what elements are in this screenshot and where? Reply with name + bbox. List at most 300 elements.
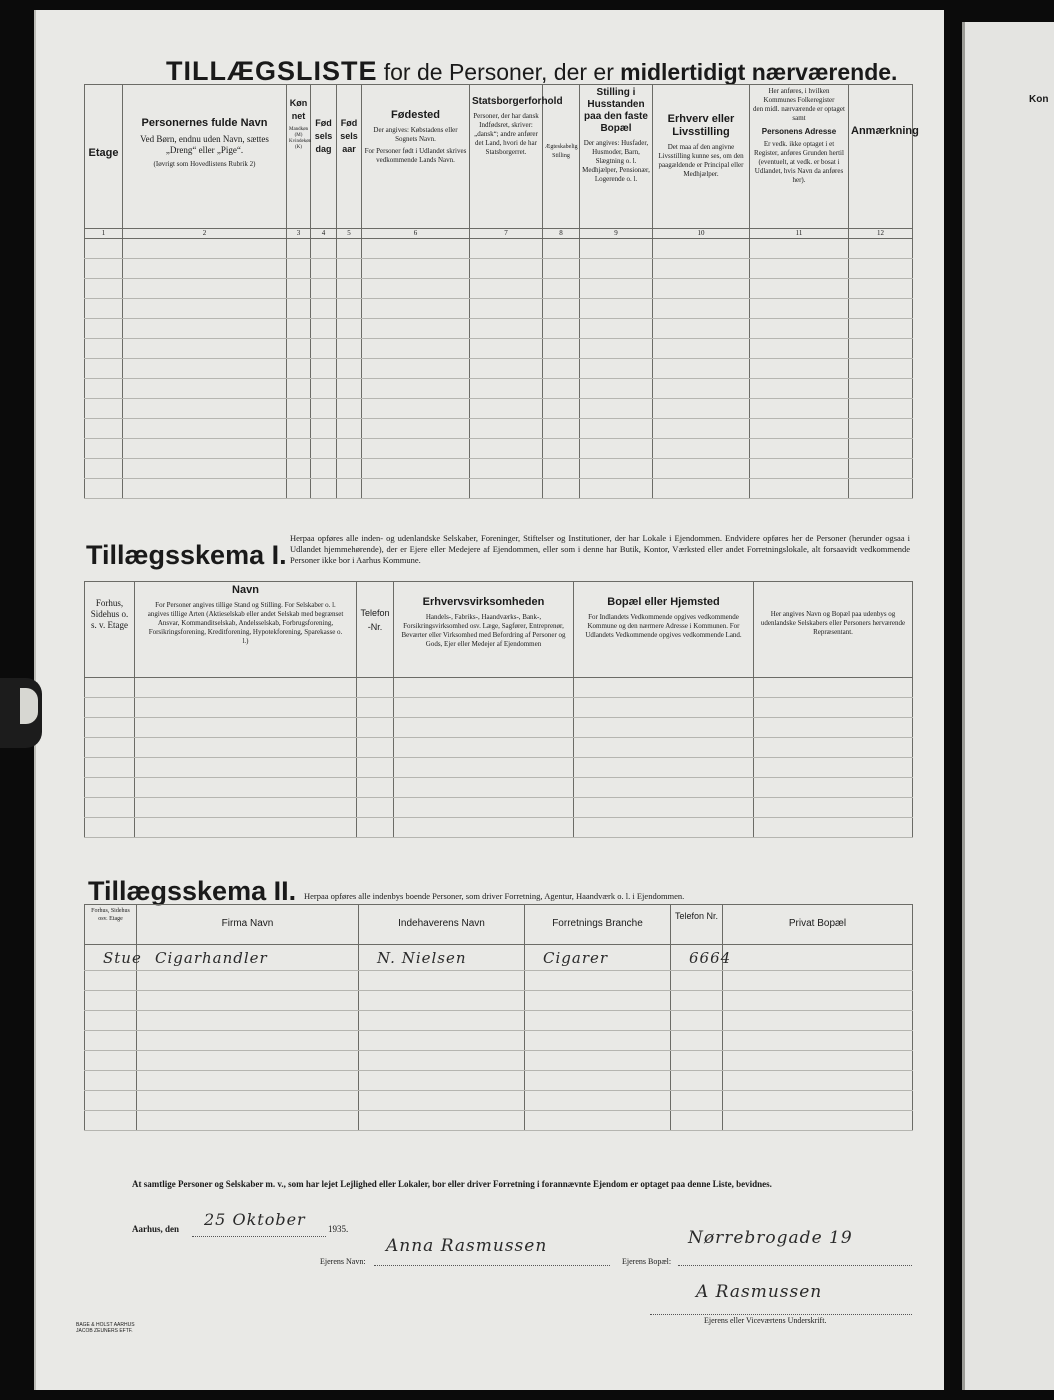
- s1-row-cell: [394, 698, 574, 718]
- s2-row-cell: [137, 1091, 359, 1111]
- s1-name-title: Navn: [232, 584, 259, 596]
- t1-row-cell: [337, 399, 362, 419]
- t1-row: [85, 299, 913, 319]
- s2-row-cell: [723, 1031, 913, 1051]
- s2-branche-handwritten: Cigarer: [543, 949, 609, 967]
- t1-row-cell: [750, 439, 849, 459]
- s1-row-cell: [574, 778, 754, 798]
- t1-row-cell: [543, 379, 580, 399]
- t1-row-cell: [85, 299, 123, 319]
- t1-row-cell: [337, 299, 362, 319]
- t1-row-cell: [849, 319, 913, 339]
- s1-row: [85, 718, 913, 738]
- s2-row: [85, 1011, 913, 1031]
- t1-row-cell: [362, 459, 470, 479]
- t1-row-cell: [470, 259, 543, 279]
- s2-owner-title: Indehaverens Navn: [398, 918, 485, 929]
- t1-occupation-sub: Det maa af den angivne Livsstilling kunne ses, om den paagældende er Principal eller Medhjælper.: [658, 143, 744, 178]
- s1-row-cell: [135, 738, 357, 758]
- adjacent-page: [962, 22, 1054, 1390]
- t1-row-cell: [123, 279, 287, 299]
- t1-row-cell: [543, 359, 580, 379]
- s1-row-cell: [754, 698, 913, 718]
- t1-row: [85, 399, 913, 419]
- s2-row-cell: [137, 991, 359, 1011]
- s2-col-etage: [85, 905, 137, 945]
- s1-row-cell: [754, 818, 913, 838]
- t1-row-cell: [750, 319, 849, 339]
- t1-row-cell: [337, 259, 362, 279]
- page-title: [166, 56, 897, 87]
- t1-remarks-title: Anmærkning: [851, 125, 919, 137]
- s2-bopael-handwritten: [723, 945, 912, 949]
- t1-row-cell: [580, 379, 653, 399]
- s2-firm-title: Firma Navn: [221, 918, 274, 929]
- t1-row-cell: [287, 239, 311, 259]
- s1-row-cell: [357, 678, 394, 698]
- t1-row-cell: [849, 419, 913, 439]
- t1-row-cell: [85, 339, 123, 359]
- s1-row-cell: [357, 778, 394, 798]
- s1-row-cell: [394, 738, 574, 758]
- t1-row-cell: [653, 319, 750, 339]
- s1-row: [85, 758, 913, 778]
- t1-row-cell: [287, 439, 311, 459]
- t1-birthplace-title: Fødested: [391, 109, 440, 121]
- t1-row-cell: [653, 419, 750, 439]
- skema1-title: Tillægsskema I.: [86, 540, 287, 570]
- t1-row: [85, 239, 913, 259]
- t1-row-cell: [543, 319, 580, 339]
- t1-row-cell: [470, 339, 543, 359]
- t1-row-cell: [653, 379, 750, 399]
- t1-row-cell: [470, 239, 543, 259]
- title-main: TILLÆGSLISTE: [166, 56, 378, 86]
- s1-etage-title: Forhus, Sidehus o. s. v. Etage: [90, 598, 129, 630]
- t1-row-cell: [470, 399, 543, 419]
- t1-row-cell: [750, 479, 849, 499]
- owner-address-handwritten: Nørrebrogade 19: [688, 1228, 853, 1248]
- s2-telefon-handwritten: 6664: [689, 949, 732, 967]
- t1-row-cell: [543, 259, 580, 279]
- s1-row-cell: [754, 758, 913, 778]
- t1-row-cell: [85, 259, 123, 279]
- s1-row-cell: [357, 758, 394, 778]
- t1-row-cell: [362, 359, 470, 379]
- t1-row-cell: [653, 459, 750, 479]
- s1-name-sub: For Personer angives tillige Stand og Stilling. For Selskaber o. l. angives tillige Arten (Aktieselskab eller andet Selskab med begrænset Ansvar, Kommanditselskab, Andelsselskab, Forbrugsforening, Forsikringsforening, Kreditforening, Hypotekforening, Sparekasse o. l.): [147, 601, 344, 645]
- t1-name-title: Personernes fulde Navn: [141, 117, 268, 129]
- s2-col-branch: [525, 905, 671, 945]
- t1-row-cell: [123, 359, 287, 379]
- t1-register-sub: den midl. nærværende er optaget samt: [753, 105, 845, 122]
- t1-row-cell: [849, 439, 913, 459]
- t1-row-cell: [653, 259, 750, 279]
- t1-row-cell: [849, 479, 913, 499]
- t1-row-cell: [580, 319, 653, 339]
- owner-name-line: [374, 1255, 610, 1266]
- s1-row-cell: [394, 818, 574, 838]
- s1-row-cell: [754, 678, 913, 698]
- s1-row-cell: [135, 718, 357, 738]
- skema1-header-row: [85, 582, 913, 678]
- t1-row-cell: [543, 399, 580, 419]
- t1-row-cell: [653, 479, 750, 499]
- s1-row-cell: [574, 698, 754, 718]
- s2-row: [85, 1051, 913, 1071]
- table1-body: [85, 239, 913, 499]
- s2-row-cell: [85, 971, 137, 991]
- t1-col-household: [580, 85, 653, 229]
- t1-row: [85, 479, 913, 499]
- s1-row-cell: [135, 678, 357, 698]
- t1-row-cell: [311, 259, 337, 279]
- t1-row-cell: [287, 379, 311, 399]
- s1-col-etage: [85, 582, 135, 678]
- s1-row-cell: [574, 678, 754, 698]
- s2-col-owner: [359, 905, 525, 945]
- t1-row-cell: [543, 419, 580, 439]
- t1-num-11: 11: [750, 229, 849, 239]
- t1-row-cell: [653, 299, 750, 319]
- s1-row: [85, 818, 913, 838]
- s1-row-cell: [85, 678, 135, 698]
- s2-etage-title: Forhus, Sidehus osv. Etage: [91, 908, 130, 922]
- t1-row-cell: [287, 339, 311, 359]
- t1-row-cell: [123, 459, 287, 479]
- t1-row-cell: [580, 299, 653, 319]
- s1-col-residence: [574, 582, 754, 678]
- t1-name-sub2: (Iøvrigt som Hovedlistens Rubrik 2): [153, 160, 256, 168]
- t1-row-cell: [580, 459, 653, 479]
- s1-row: [85, 778, 913, 798]
- s2-col-private: [723, 905, 913, 945]
- t1-row-cell: [123, 239, 287, 259]
- t1-num-9: 9: [580, 229, 653, 239]
- t1-row-cell: [750, 259, 849, 279]
- s2-row-cell: [525, 1091, 671, 1111]
- s2-row-cell: [723, 991, 913, 1011]
- signature-line: [650, 1308, 912, 1315]
- t1-row-cell: [470, 419, 543, 439]
- t1-occupation-title: Erhverv eller Livsstilling: [667, 113, 735, 138]
- s1-row-cell: [357, 698, 394, 718]
- s2-etage-handwritten: Stue: [103, 949, 142, 967]
- t1-row: [85, 259, 913, 279]
- t1-row-cell: [580, 399, 653, 419]
- s1-row-cell: [574, 738, 754, 758]
- s2-row-cell: [137, 1011, 359, 1031]
- t1-row-cell: [750, 379, 849, 399]
- t1-row-cell: [362, 259, 470, 279]
- t1-row-cell: [849, 279, 913, 299]
- s2-cell-firma: [137, 945, 359, 971]
- s1-row-cell: [85, 758, 135, 778]
- s1-row-cell: [394, 718, 574, 738]
- t1-row-cell: [85, 439, 123, 459]
- s2-row-cell: [137, 1051, 359, 1071]
- t1-row-cell: [287, 419, 311, 439]
- t1-row-cell: [580, 259, 653, 279]
- s2-row-cell: [671, 991, 723, 1011]
- owner-address-line: [678, 1255, 912, 1266]
- s1-row-cell: [135, 778, 357, 798]
- s1-row-cell: [574, 798, 754, 818]
- s1-residence-sub: For Indlandets Vedkommende opgives vedkommende Kommune og den nærmere Adresse i Kommunen. For Udlandets Vedkommende opgives vedkommende Land.: [585, 613, 742, 639]
- t1-gender-sub: Mandkøn (M) Kvindekøn (K): [289, 127, 312, 150]
- t1-row-cell: [543, 459, 580, 479]
- t1-col-remarks: [849, 85, 919, 229]
- t1-row-cell: [362, 279, 470, 299]
- s2-row-cell: [359, 1011, 525, 1031]
- t1-row-cell: [849, 239, 913, 259]
- t1-row-cell: [750, 299, 849, 319]
- t1-num-3: 3: [287, 229, 311, 239]
- s2-row-cell: [85, 1031, 137, 1051]
- t1-household-sub: Der angives: Husfader, Husmoder, Barn, Slægtning o. l. Medhjælper, Pensionær, Logerende o. l.: [582, 139, 650, 183]
- t1-row-cell: [85, 419, 123, 439]
- s2-row: [85, 1071, 913, 1091]
- s1-row-cell: [754, 738, 913, 758]
- s1-row-cell: [394, 678, 574, 698]
- t1-row-cell: [470, 459, 543, 479]
- t1-row-cell: [580, 419, 653, 439]
- s2-row-cell: [359, 1091, 525, 1111]
- s2-row: [85, 1031, 913, 1051]
- t1-row-cell: [750, 359, 849, 379]
- t1-row-cell: [311, 379, 337, 399]
- t1-row-cell: [85, 279, 123, 299]
- t1-col-birthyear: [337, 85, 362, 229]
- s1-row-cell: [135, 698, 357, 718]
- title-middle: for de Personer, der er: [383, 59, 614, 85]
- t1-row-cell: [123, 319, 287, 339]
- s1-representative-sub: Her angives Navn og Bopæl paa udenbys og udenlandske Selskabers eller Personers herværende Repræsentant.: [760, 610, 906, 636]
- t1-row-cell: [123, 379, 287, 399]
- t1-row-cell: [123, 479, 287, 499]
- t1-row-cell: [750, 419, 849, 439]
- date-handwritten: 25 Oktober: [204, 1210, 306, 1229]
- t1-birthyear-title: Fødselsaar: [340, 118, 358, 154]
- t1-row-cell: [750, 459, 849, 479]
- s1-row-cell: [85, 818, 135, 838]
- t1-row-cell: [311, 359, 337, 379]
- s2-row-cell: [671, 1111, 723, 1131]
- owner-name-handwritten: Anna Rasmussen: [386, 1236, 548, 1256]
- t1-row-cell: [470, 319, 543, 339]
- t1-num-5: 5: [337, 229, 362, 239]
- t1-row-cell: [287, 459, 311, 479]
- t1-row-cell: [85, 399, 123, 419]
- t1-row-cell: [85, 459, 123, 479]
- t1-row-cell: [123, 419, 287, 439]
- s2-row-cell: [723, 1111, 913, 1131]
- t1-num-1: 1: [85, 229, 123, 239]
- s1-row-cell: [85, 778, 135, 798]
- t1-num-8: 8: [543, 229, 580, 239]
- t1-row-cell: [85, 239, 123, 259]
- s2-row-cell: [671, 1051, 723, 1071]
- t1-row-cell: [470, 379, 543, 399]
- t1-col-birthplace: [362, 85, 470, 229]
- t1-row: [85, 439, 913, 459]
- t1-row-cell: [287, 299, 311, 319]
- t1-row-cell: [311, 399, 337, 419]
- s2-row-cell: [359, 1071, 525, 1091]
- s2-row-cell: [723, 1051, 913, 1071]
- t1-household-title: Stilling i Husstanden paa den faste Bopæl: [584, 87, 648, 134]
- t1-row-cell: [849, 259, 913, 279]
- s2-cell-branche: [525, 945, 671, 971]
- t1-row-cell: [85, 319, 123, 339]
- t1-col-birthday: [311, 85, 337, 229]
- s1-row-cell: [357, 738, 394, 758]
- t1-birthday-title: Fødselsdag: [314, 118, 333, 154]
- t1-row-cell: [543, 279, 580, 299]
- s2-row-cell: [671, 1091, 723, 1111]
- t1-row-cell: [337, 319, 362, 339]
- t1-row-cell: [849, 339, 913, 359]
- t1-row-cell: [287, 479, 311, 499]
- s2-row: [85, 945, 913, 971]
- s2-row-cell: [85, 1051, 137, 1071]
- t1-row-cell: [123, 259, 287, 279]
- t1-col-occupation: [653, 85, 750, 229]
- s2-row-cell: [671, 1071, 723, 1091]
- t1-row-cell: [580, 279, 653, 299]
- s2-row-cell: [359, 991, 525, 1011]
- s2-row-cell: [723, 1011, 913, 1031]
- skema1-body: [85, 678, 913, 838]
- s2-cell-indehaver: [359, 945, 525, 971]
- t1-row-cell: [337, 379, 362, 399]
- t1-row-cell: [311, 459, 337, 479]
- s1-row-cell: [754, 798, 913, 818]
- caretaker-label: Ejerens eller Viceværtens Underskrift.: [704, 1316, 827, 1325]
- t1-num-7: 7: [470, 229, 543, 239]
- s2-branch-title: Forretnings Branche: [552, 918, 643, 929]
- s2-row: [85, 1091, 913, 1111]
- s2-phone-title: Telefon Nr.: [674, 911, 719, 921]
- s1-phone-title: Telefon-Nr.: [360, 608, 390, 632]
- s2-row-cell: [359, 971, 525, 991]
- s1-row-cell: [85, 798, 135, 818]
- t1-row-cell: [362, 239, 470, 259]
- t1-row-cell: [123, 439, 287, 459]
- t1-row-cell: [337, 359, 362, 379]
- s2-row-cell: [137, 971, 359, 991]
- s1-row: [85, 698, 913, 718]
- s1-col-name: [135, 582, 357, 678]
- t1-row-cell: [123, 299, 287, 319]
- t1-row-cell: [311, 279, 337, 299]
- s1-row: [85, 678, 913, 698]
- t1-etage-title: Etage: [88, 147, 119, 159]
- s2-row-cell: [671, 1011, 723, 1031]
- s1-row: [85, 738, 913, 758]
- t1-row-cell: [653, 359, 750, 379]
- s2-row-cell: [85, 1011, 137, 1031]
- s2-row-cell: [671, 1031, 723, 1051]
- s2-row-cell: [85, 1071, 137, 1091]
- t1-row-cell: [580, 439, 653, 459]
- s1-row-cell: [85, 698, 135, 718]
- footer-statement: At samtlige Personer og Selskaber m. v., som har lejet Lejlighed eller Lokaler, bor eller driver Forretning i forannævnte Ejendom er optaget paa denne Liste, bevidnes.: [132, 1179, 772, 1189]
- t1-row-cell: [362, 419, 470, 439]
- t1-row-cell: [470, 279, 543, 299]
- t1-row-cell: [543, 239, 580, 259]
- s2-row-cell: [525, 1111, 671, 1131]
- t1-register-title2: Personens Adresse: [761, 127, 837, 136]
- t1-gender-title: Kønnet: [289, 98, 308, 121]
- t1-row-cell: [653, 439, 750, 459]
- s2-row-cell: [525, 971, 671, 991]
- t1-row-cell: [543, 299, 580, 319]
- t1-row-cell: [337, 279, 362, 299]
- s2-private-title: Privat Bopæl: [788, 918, 847, 929]
- s1-row-cell: [574, 718, 754, 738]
- t1-row-cell: [337, 459, 362, 479]
- s2-cell-telefon: [671, 945, 732, 971]
- t1-row-cell: [362, 299, 470, 319]
- s1-business-title: Erhvervsvirksomheden: [422, 596, 545, 608]
- city-label: Aarhus, den: [132, 1224, 180, 1234]
- t1-register-sub2: Er vedk. ikke optaget i et Register, anføres Grunden hertil (eventuelt, at vedk. er bosat i Udlandet, hvis Navn da anføres her).: [754, 140, 844, 184]
- t1-name-sub: Ved Børn, endnu uden Navn, sættes „Dreng“ eller „Pige“.: [140, 134, 269, 155]
- t1-register-title: Her anføres, i hvilken Kommunes Folkeregister: [763, 87, 835, 104]
- t1-marital-title: Ægteskabelig Stilling: [545, 144, 578, 159]
- s2-row: [85, 971, 913, 991]
- t1-row-cell: [543, 339, 580, 359]
- t1-row-cell: [653, 279, 750, 299]
- s2-row-cell: [359, 1111, 525, 1131]
- t1-col-gender: [287, 85, 311, 229]
- s1-row-cell: [135, 758, 357, 778]
- s1-row-cell: [135, 818, 357, 838]
- t1-row-cell: [337, 339, 362, 359]
- s1-row-cell: [574, 818, 754, 838]
- s1-col-representative: [754, 582, 913, 678]
- t1-row-cell: [750, 339, 849, 359]
- s2-row-cell: [525, 1071, 671, 1091]
- s1-row-cell: [85, 738, 135, 758]
- s2-col-firm: [137, 905, 359, 945]
- t1-row-cell: [849, 459, 913, 479]
- t1-row-cell: [337, 479, 362, 499]
- t1-row-cell: [470, 479, 543, 499]
- s1-row-cell: [754, 778, 913, 798]
- t1-citizenship-sub: Personer, der har dansk Indfødsret, skriver: „dansk“; andre anfører det Land, hvori de har Statsborgerret.: [473, 112, 539, 156]
- t1-col-name: [123, 85, 287, 229]
- t1-row-cell: [543, 439, 580, 459]
- t1-row-cell: [470, 299, 543, 319]
- t1-row-cell: [311, 319, 337, 339]
- s1-col-phone: [357, 582, 394, 678]
- t1-row-cell: [653, 239, 750, 259]
- s2-row-cell: [723, 1071, 913, 1091]
- t1-col-etage: [85, 85, 123, 229]
- table1-number-row: [85, 229, 913, 239]
- s2-row-cell: [85, 1111, 137, 1131]
- t1-row-cell: [750, 279, 849, 299]
- t1-row: [85, 359, 913, 379]
- t1-row-cell: [750, 239, 849, 259]
- t1-row-cell: [311, 239, 337, 259]
- t1-row-cell: [337, 239, 362, 259]
- skema2-header-row: [85, 905, 913, 945]
- t1-row-cell: [287, 279, 311, 299]
- s1-row-cell: [357, 798, 394, 818]
